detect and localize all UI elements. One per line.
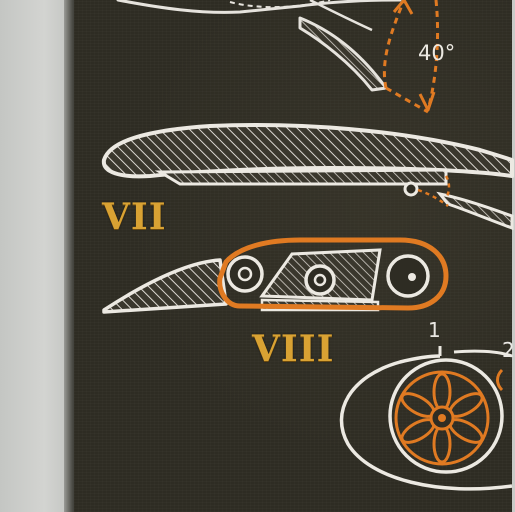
numeral-viii-label: VIII xyxy=(252,328,335,370)
numeral-vii-label: VII xyxy=(102,196,167,238)
flap-viii-drawing xyxy=(104,240,446,312)
top-wing-drawing xyxy=(118,0,400,90)
marker-two-label: 2 xyxy=(502,338,515,362)
marker-one-label: 1 xyxy=(428,318,441,342)
engine-drawing xyxy=(341,346,512,489)
angle-label: 40° xyxy=(418,41,456,65)
